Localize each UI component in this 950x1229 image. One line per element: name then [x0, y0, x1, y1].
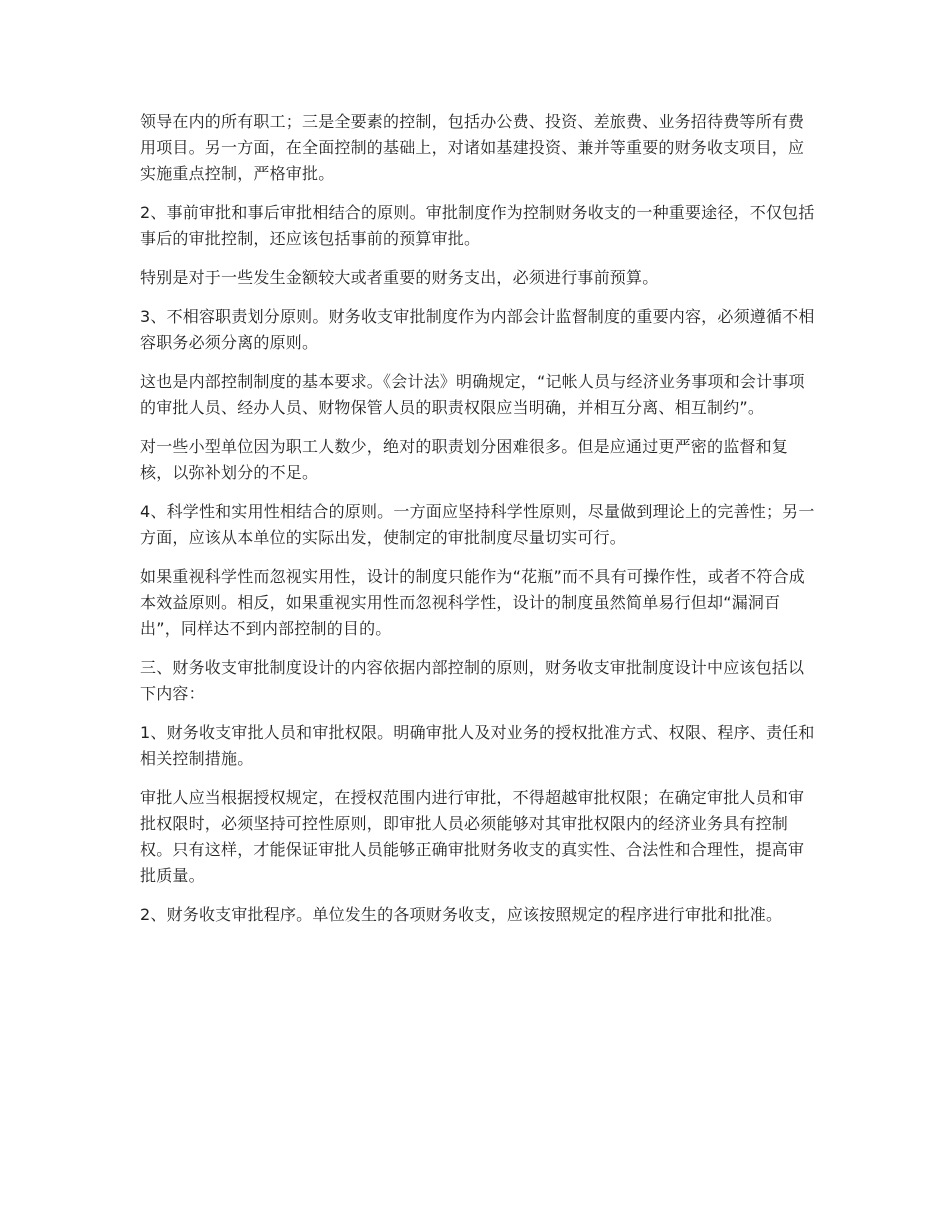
- paragraph-11: 审批人应当根据授权规定，在授权范围内进行审批，不得超越审批权限；在确定审批人员和审批权限时，必须坚持可控性原则，即审批人员必须能够对其审批权限内的经济业务具有控制权。只有这样，才能保证审批人员能够正确审批财务收支的真实性、合法性和合理性，提高审批质量。: [140, 788, 805, 885]
- paragraph-9: 三、财务收支审批制度设计的内容依据内部控制的原则，财务收支审批制度设计中应该包括以下内容：: [140, 658, 805, 703]
- paragraph-6: 对一些小型单位因为职工人数少，绝对的职责划分困难很多。但是应通过更严密的监督和复核，以弥补划分的不足。: [140, 437, 789, 482]
- paragraph-3: 特别是对于一些发生金额较大或者重要的财务支出，必须进行事前预算。: [140, 268, 659, 287]
- document-body: [140, 109, 815, 941]
- paragraph-1: 领导在内的所有职工；三是全要素的控制，包括办公费、投资、差旅费、业务招待费等所有费用项目。另一方面，在全面控制的基础上，对诸如基建投资、兼并等重要的财务收支项目，应实施重点控制，严格审批。: [140, 112, 805, 183]
- paragraph-2: 2、事前审批和事后审批相结合的原则。审批制度作为控制财务收支的一种重要途径，不仅包括事后的审批控制，还应该包括事前的预算审批。: [140, 203, 815, 248]
- paragraph-12: 2、财务收支审批程序。单位发生的各项财务收支，应该按照规定的程序进行审批和批准。: [140, 905, 783, 924]
- paragraph-7: 4、科学性和实用性相结合的原则。一方面应坚持科学性原则，尽量做到理论上的完善性；另一方面，应该从本单位的实际出发，使制定的审批制度尽量切实可行。: [140, 502, 815, 547]
- paragraph-5: 这也是内部控制制度的基本要求。《会计法》明确规定，“记帐人员与经济业务事项和会计事项的审批人员、经办人员、财物保管人员的职责权限应当明确，并相互分离、相互制约”。: [140, 372, 805, 417]
- paragraph-10: 1、财务收支审批人员和审批权限。明确审批人及对业务的授权批准方式、权限、程序、责任和相关控制措施。: [140, 723, 815, 768]
- paragraph-8: 如果重视科学性而忽视实用性，设计的制度只能作为“花瓶”而不具有可操作性，或者不符合成本效益原则。相反，如果重视实用性而忽视科学性，设计的制度虽然简单易行但却“漏洞百出”，同样达不到内部控制的目的。: [140, 567, 805, 638]
- paragraph-4: 3、不相容职责划分原则。财务收支审批制度作为内部会计监督制度的重要内容，必须遵循不相容职务必须分离的原则。: [140, 307, 815, 352]
